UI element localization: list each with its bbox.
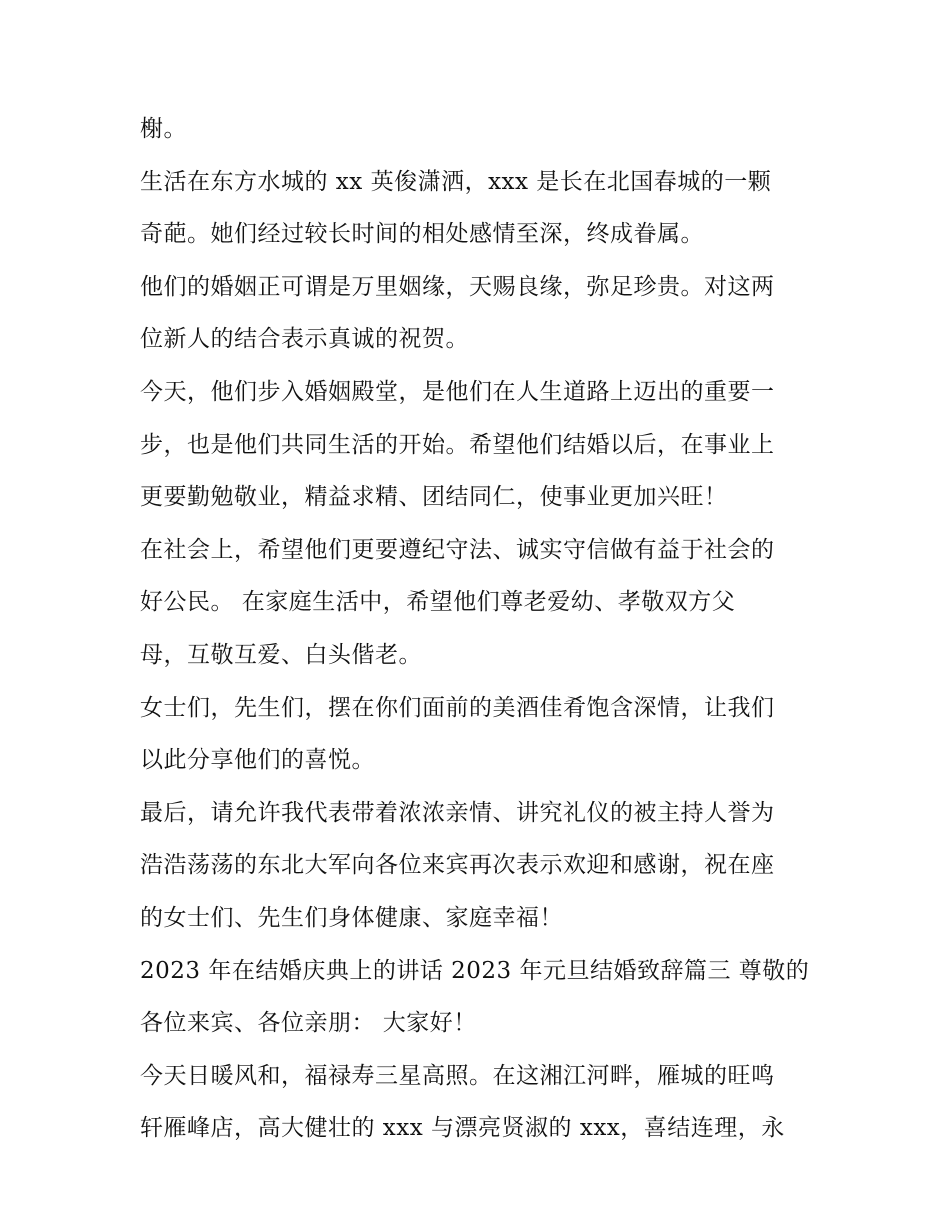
- document-body: [140, 106, 820, 1158]
- text-line: 奇葩。她们经过较长时间的相处感情至深，终成眷属。: [140, 221, 704, 248]
- text-line: 母，互敬互爱、白头偕老。: [140, 641, 422, 668]
- text-line: 的女士们、先生们身体健康、家庭幸福！: [140, 904, 563, 931]
- text-line: 以此分享他们的喜悦。: [140, 747, 375, 774]
- text-line: 位新人的结合表示真诚的祝贺。: [140, 326, 469, 353]
- text-line: 最后，请允许我代表带着浓浓亲情、讲究礼仪的被主持人誉为: [140, 799, 775, 826]
- text-line: 更要勤勉敬业，精益求精、团结同仁，使事业更加兴旺！: [140, 484, 728, 511]
- text-line: 女士们，先生们，摆在你们面前的美酒佳肴饱含深情，让我们: [140, 694, 775, 721]
- text-line: 今天，他们步入婚姻殿堂，是他们在人生道路上迈出的重要一: [140, 378, 775, 405]
- text-line: 步，也是他们共同生活的开始。希望他们结婚以后，在事业上: [140, 431, 775, 458]
- text-line: 今天日暖风和，福禄寿三星高照。在这湘江河畔，雁城的旺鸣: [140, 1062, 775, 1089]
- text-line: 各位来宾、各位亲朋： 大家好！: [140, 1010, 477, 1037]
- text-line: 生活在东方水城的 xx 英俊潇洒，xxx 是长在北国春城的一颗: [140, 168, 772, 195]
- text-line: 榭。: [140, 116, 187, 142]
- text-line: 轩雁峰店，高大健壮的 xxx 与漂亮贤淑的 xxx，喜结连理，永: [140, 1115, 785, 1142]
- text-line: 浩浩荡荡的东北大军向各位来宾再次表示欢迎和感谢，祝在座: [140, 852, 775, 879]
- text-line: 他们的婚姻正可谓是万里姻缘，天赐良缘，弥足珍贵。对这两: [140, 273, 775, 300]
- text-line: 好公民。 在家庭生活中，希望他们尊老爱幼、孝敬双方父: [140, 589, 736, 616]
- text-line: 在社会上，希望他们更要遵纪守法、诚实守信做有益于社会的: [140, 536, 775, 563]
- text-line: 2023 年在结婚庆典上的讲话 2023 年元旦结婚致辞篇三 尊敬的: [140, 957, 810, 984]
